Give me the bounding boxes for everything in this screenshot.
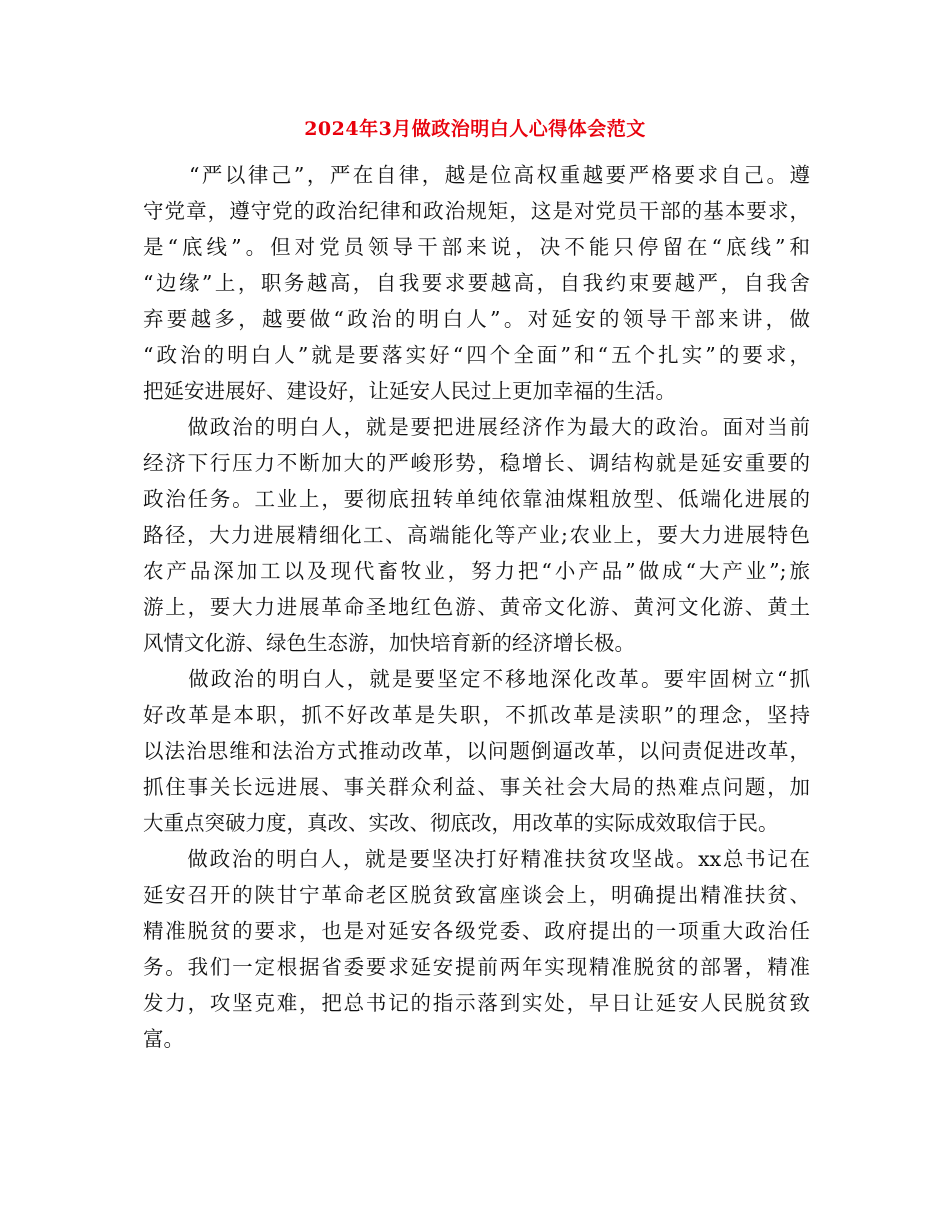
paragraph-2 [143,409,810,661]
text-line: 做政治的明白人，就是要把进展经济作为最大的政治。面对当前 [143,415,810,439]
paragraph-1 [143,157,810,409]
text-line: 大重点突破力度，真改、实改、彻底改，用改革的实际成效取信于民。 [143,811,779,835]
text-line: 以法治思维和法治方式推动改革，以问题倒逼改革，以问责促进改革， [143,739,810,763]
document-title: 2024年3月做政治明白人心得体会范文 [304,118,646,140]
text-line: 风情文化游、绿色生态游，加快培育新的经济增长极。 [143,631,635,655]
text-line: “政治的明白人”就是要落实好“四个全面”和“五个扎实”的要求， [143,343,810,367]
text-line: 路径，大力进展精细化工、高端能化等产业;农业上，要大力进展特色 [143,523,810,547]
text-line: 弃要越多，越要做“政治的明白人”。对延安的领导干部来讲，做 [143,307,810,331]
text-line: 游上，要大力进展革命圣地红色游、黄帝文化游、黄河文化游、黄土 [143,595,810,619]
text-line: 守党章，遵守党的政治纪律和政治规矩，这是对党员干部的基本要求， [143,199,810,223]
text-line: 做政治的明白人，就是要坚决打好精准扶贫攻坚战。xx总书记在 [143,847,810,871]
text-line: 务。我们一定根据省委要求延安提前两年实现精准脱贫的部署，精准 [143,955,810,979]
text-line: 抓住事关长远进展、事关群众利益、事关社会大局的热难点问题，加 [143,775,810,799]
paragraph-4 [143,841,810,1057]
paragraph-3 [143,661,810,841]
text-line: “边缘”上，职务越高，自我要求要越高，自我约束要越严，自我舍 [143,271,810,295]
text-line: 经济下行压力不断加大的严峻形势，稳增长、调结构就是延安重要的 [143,451,810,475]
text-line: 精准脱贫的要求，也是对延安各级党委、政府提出的一项重大政治任 [143,919,810,943]
text-line: 好改革是本职，抓不好改革是失职，不抓改革是渎职”的理念，坚持 [143,703,810,727]
text-line: 把延安进展好、建设好，让延安人民过上更加幸福的生活。 [143,379,676,403]
text-line: 做政治的明白人，就是要坚定不移地深化改革。要牢固树立“抓 [143,667,810,691]
text-line: 发力，攻坚克难，把总书记的指示落到实处，早日让延安人民脱贫致 [143,991,810,1015]
document-body [143,157,810,1057]
text-line: 富。 [143,1027,184,1051]
text-line: 是“底线”。但对党员领导干部来说，决不能只停留在“底线”和 [143,235,810,259]
text-line: 政治任务。工业上，要彻底扭转单纯依靠油煤粗放型、低端化进展的 [143,487,810,511]
text-line: 农产品深加工以及现代畜牧业，努力把“小产品”做成“大产业”;旅 [143,559,810,583]
text-line: 延安召开的陕甘宁革命老区脱贫致富座谈会上，明确提出精准扶贫、 [143,883,810,907]
text-line: “严以律己”，严在自律，越是位高权重越要严格要求自己。遵 [143,163,810,187]
